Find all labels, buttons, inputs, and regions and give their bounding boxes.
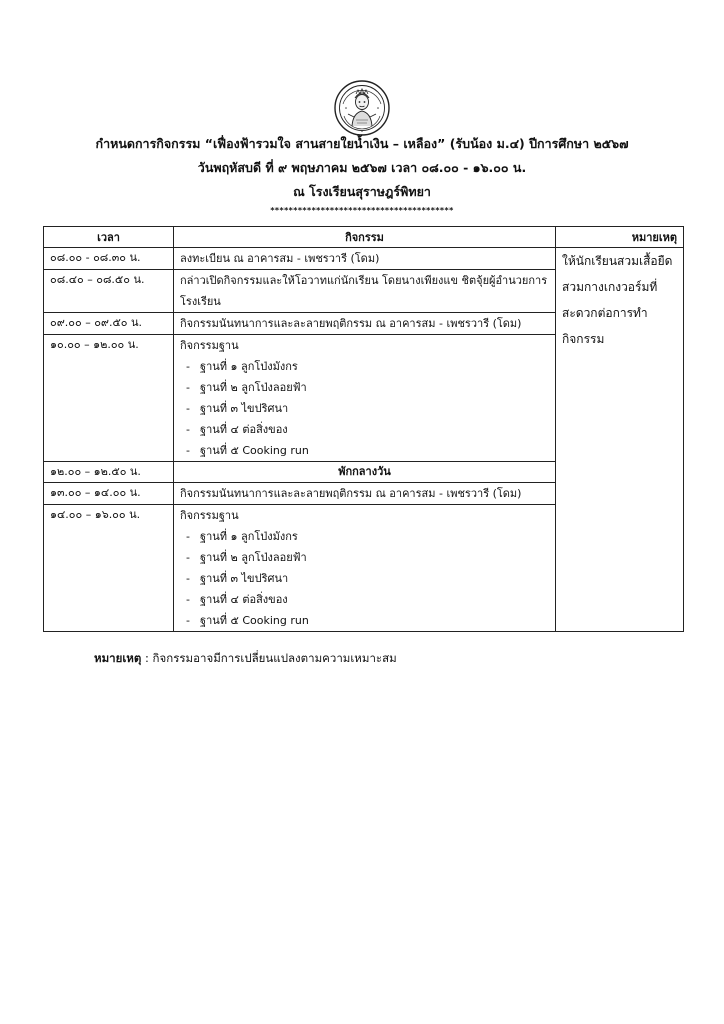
list-item: - ฐานที่ ๕ Cooking run bbox=[186, 614, 309, 627]
row-activity bbox=[174, 313, 556, 335]
activity-text: กิจกรรมฐาน bbox=[180, 339, 239, 352]
row-time: ๐๘.๔๐ – ๐๘.๕๐ น. bbox=[44, 270, 174, 313]
list-item: - ฐานที่ ๔ ต่อสิ่งของ bbox=[186, 593, 288, 606]
footnote-text: : กิจกรรมอาจมีการเปลี่ยนแปลงตามความเหมาะสม bbox=[141, 651, 397, 665]
footnote bbox=[94, 650, 397, 666]
footnote-label: หมายเหตุ bbox=[94, 651, 142, 665]
document-venue-line: ณ โรงเรียนสุราษฎร์พิทยา bbox=[293, 184, 431, 199]
station-label: ฐานที่ ๓ ไขปริศนา bbox=[200, 402, 289, 415]
row-time: ๑๔.๐๐ – ๑๖.๐๐ น. bbox=[44, 505, 174, 632]
schedule-table bbox=[43, 226, 684, 632]
station-list bbox=[180, 356, 549, 461]
note-cell: ให้นักเรียนสวมเสื้อยืดสวมกางเกงวอร์มที่สะดวกต่อการทำกิจกรรม bbox=[556, 248, 684, 632]
list-item: - ฐานที่ ๒ ลูกโป่งลอยฟ้า bbox=[186, 381, 307, 394]
station-label: ฐานที่ ๑ ลูกโป่งมังกร bbox=[200, 360, 298, 373]
station-label: ฐานที่ ๒ ลูกโป่งลอยฟ้า bbox=[200, 551, 307, 564]
list-item: - ฐานที่ ๔ ต่อสิ่งของ bbox=[186, 423, 288, 436]
document-date-line: วันพฤหัสบดี ที่ ๙ พฤษภาคม ๒๕๖๗ เวลา ๐๘.๐๐ - ๑๖.๐๐ น. bbox=[197, 160, 527, 175]
list-item: - ฐานที่ ๓ ไขปริศนา bbox=[186, 402, 289, 415]
activity-text: กิจกรรมฐาน bbox=[180, 509, 239, 522]
station-label: ฐานที่ ๔ ต่อสิ่งของ bbox=[200, 593, 288, 606]
list-item: - ฐานที่ ๒ ลูกโป่งลอยฟ้า bbox=[186, 551, 307, 564]
station-label: ฐานที่ ๕ Cooking run bbox=[200, 614, 309, 627]
column-header-activity: กิจกรรม bbox=[174, 227, 556, 248]
list-item: - ฐานที่ ๑ ลูกโป่งมังกร bbox=[186, 360, 298, 373]
row-activity bbox=[174, 248, 556, 270]
column-header-note: หมายเหตุ bbox=[556, 227, 684, 248]
row-time: ๐๘.๐๐ - ๐๘.๓๐ น. bbox=[44, 248, 174, 270]
row-activity bbox=[174, 505, 556, 632]
column-header-time: เวลา bbox=[44, 227, 174, 248]
activity-text: ลงทะเบียน ณ อาคารสม - เพชรวารี (โดม) bbox=[180, 252, 380, 265]
school-seal-icon bbox=[334, 80, 390, 136]
row-activity bbox=[174, 270, 556, 313]
table-header-row bbox=[44, 227, 684, 248]
lunch-break-label: พักกลางวัน bbox=[174, 462, 556, 483]
list-item: - ฐานที่ ๕ Cooking run bbox=[186, 444, 309, 457]
station-label: ฐานที่ ๕ Cooking run bbox=[200, 444, 309, 457]
station-label: ฐานที่ ๓ ไขปริศนา bbox=[200, 572, 289, 585]
separator-line: **************************************** bbox=[270, 206, 454, 215]
row-time: ๑๓.๐๐ – ๑๔.๐๐ น. bbox=[44, 483, 174, 505]
list-item: - ฐานที่ ๑ ลูกโป่งมังกร bbox=[186, 530, 298, 543]
station-label: ฐานที่ ๔ ต่อสิ่งของ bbox=[200, 423, 288, 436]
station-list bbox=[180, 526, 549, 631]
row-time: ๐๙.๐๐ – ๐๙.๕๐ น. bbox=[44, 313, 174, 335]
row-time: ๑๒.๐๐ – ๑๒.๕๐ น. bbox=[44, 462, 174, 483]
row-activity bbox=[174, 483, 556, 505]
activity-text: กิจกรรมนันทนาการและละลายพฤติกรรม ณ อาคารสม - เพชรวารี (โดม) bbox=[180, 317, 522, 330]
row-activity bbox=[174, 335, 556, 462]
row-time: ๑๐.๐๐ – ๑๒.๐๐ น. bbox=[44, 335, 174, 462]
activity-text: กล่าวเปิดกิจกรรมและให้โอวาทแก่นักเรียน โดยนางเพียงแข ชิตจุ้ยผู้อำนวยการโรงเรียน bbox=[180, 274, 548, 308]
station-label: ฐานที่ ๑ ลูกโป่งมังกร bbox=[200, 530, 298, 543]
station-label: ฐานที่ ๒ ลูกโป่งลอยฟ้า bbox=[200, 381, 307, 394]
activity-text: กิจกรรมนันทนาการและละลายพฤติกรรม ณ อาคารสม - เพชรวารี (โดม) bbox=[180, 487, 522, 500]
document-title: กำหนดการกิจกรรม “เฟื่องฟ้ารวมใจ สานสายใยน้ำเงิน – เหลือง” (รับน้อง ม.๔) ปีการศึกษา ๒๕๖๗ bbox=[95, 136, 629, 151]
table-row bbox=[44, 248, 684, 270]
list-item: - ฐานที่ ๓ ไขปริศนา bbox=[186, 572, 289, 585]
